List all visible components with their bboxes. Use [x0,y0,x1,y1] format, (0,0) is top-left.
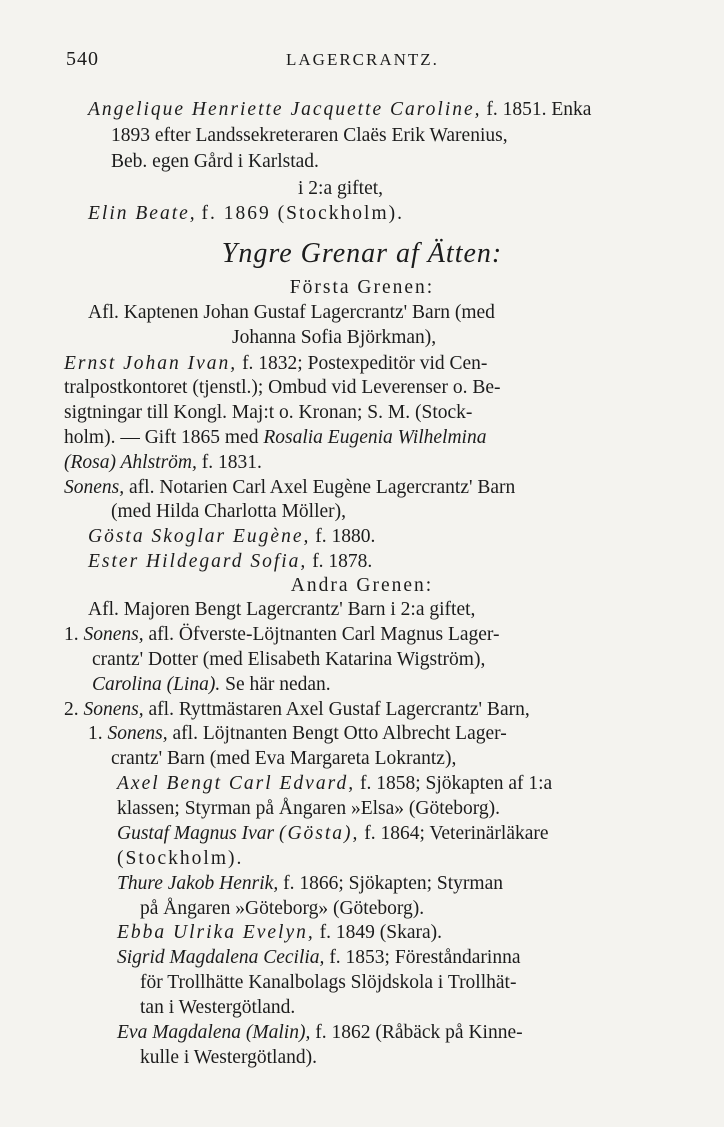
entry-sonens-2-1 [88,722,507,746]
person-name: (Rosa) Ahlström, [64,452,197,473]
entry-sonens-1 [64,623,500,647]
person-name: Angelique Henriette Jacquette Caroline, [88,99,482,120]
entry-sonens-2 [64,698,530,722]
entry-text: afl. Ryttmästaren Axel Gustaf Lagercrantz' Barn, [148,699,530,720]
person-name: Thure Jakob Henrik, [117,873,279,894]
entry-ebba [117,921,442,945]
page-number: 540 [66,48,99,70]
entry-text: f. 1831. [201,452,262,473]
text-line: kulle i Westergötland). [140,1047,317,1068]
branch-heading-first: Första Grenen: [289,277,435,298]
entry-text: f. 1869 (Stockholm). [201,203,404,224]
text-line: (Stockholm). [117,848,244,869]
label-sonens: Sonens, [83,699,144,720]
label-sonens: Sonens, [64,477,125,498]
person-name: Ester Hildegard Sofia, [88,551,308,572]
entry-gosta [88,525,375,549]
entry-text: afl. Öfverste-Löjtnanten Carl Magnus Lager- [148,624,500,645]
text-line: klassen; Styrman på Ångaren »Elsa» (Göteborg). [117,798,501,819]
person-name: Rosalia Eugenia Wilhelmina [263,427,487,448]
text-line: tralpostkontoret (tjenstl.); Ombud vid Leverenser o. Be- [64,377,501,398]
entry-number: 2. [64,699,79,720]
entry-text: holm). — Gift 1865 med [64,427,259,448]
text-line: Afl. Majoren Bengt Lagercrantz' Barn i 2:a giftet, [88,599,476,620]
person-name: Axel Bengt Carl Edvard, [117,773,356,794]
label-sonens: Sonens, [107,723,168,744]
entry-carolina [92,673,331,697]
entry-ernst [64,352,487,376]
text-line: tan i Westergötland. [140,997,296,1018]
person-name: Eva Magdalena (Malin), [117,1022,311,1043]
entry-thure [117,872,503,896]
text-line: på Ångaren »Göteborg» (Göteborg). [140,898,425,919]
section-title: Yngre Grenar af Ätten: [221,238,503,269]
person-nickname: (Gösta), [278,823,360,844]
text-line: för Trollhätte Kanalbolags Slöjdskola i Trollhät- [140,972,517,993]
entry-text: f. 1864; Veterinärläkare [364,823,549,844]
entry-text: f. 1832; Postexpeditör vid Cen- [242,353,488,374]
text-line: Johanna Sofia Björkman), [232,327,437,348]
entry-rosa [64,451,262,475]
entry-text: afl. Notarien Carl Axel Eugène Lagercrantz' Barn [129,477,516,498]
branch-heading-second: Andra Grenen: [290,575,434,596]
entry-axel-bengt [117,772,552,796]
text-line: Afl. Kaptenen Johan Gustaf Lagercrantz' Barn (med [88,302,495,323]
entry-ester [88,550,372,574]
entry-marriage [64,426,486,450]
person-name: Gösta Skoglar Eugène, [88,526,311,547]
entry-text: f. 1862 (Råbäck på Kinne- [315,1022,523,1043]
text-line: i 2:a giftet, [298,178,384,199]
entry-elin [88,202,404,226]
person-name: Ebba Ulrika Evelyn, [117,922,315,943]
person-name: Sigrid Magdalena Cecilia, [117,947,325,968]
label-sonens: Sonens, [83,624,144,645]
entry-number: 1. [88,723,103,744]
person-name: Ernst Johan Ivan, [64,353,238,374]
entry-eva [117,1021,523,1045]
person-name: Elin Beate, [88,203,197,224]
person-name: Carolina (Lina). [92,674,221,695]
entry-sigrid [117,946,520,970]
running-head: LAGERCRANTZ. [286,50,439,69]
entry-text: f. 1851. Enka [486,99,592,120]
text-line: (med Hilda Charlotta Möller), [111,501,347,522]
text-line: 1893 efter Landssekreteraren Claës Erik Warenius, [111,125,508,146]
entry-text: Se här nedan. [225,674,331,695]
text-line: sigtningar till Kongl. Maj:t o. Kronan; S. M. (Stock- [64,402,473,423]
entry-sonens-carl-axel [64,476,515,500]
entry-text: f. 1853; Föreståndarinna [329,947,521,968]
entry-text: f. 1880. [315,526,376,547]
person-name: Gustaf Magnus Ivar [117,823,275,844]
entry-gustaf-magnus [117,822,549,846]
text-line: crantz' Barn (med Eva Margareta Lokrantz), [111,748,457,769]
page-header [66,48,636,76]
entry-text: f. 1878. [312,551,373,572]
entry-number: 1. [64,624,79,645]
entry-text: f. 1866; Sjökapten; Styrman [283,873,503,894]
entry-text: f. 1849 (Skara). [319,922,443,943]
entry-text: afl. Löjtnanten Bengt Otto Albrecht Lager- [172,723,507,744]
text-line: crantz' Dotter (med Elisabeth Katarina Wigström), [92,649,486,670]
text-line: Beb. egen Gård i Karlstad. [111,151,319,172]
entry-angelique [88,98,591,122]
entry-text: f. 1858; Sjökapten af 1:a [359,773,553,794]
